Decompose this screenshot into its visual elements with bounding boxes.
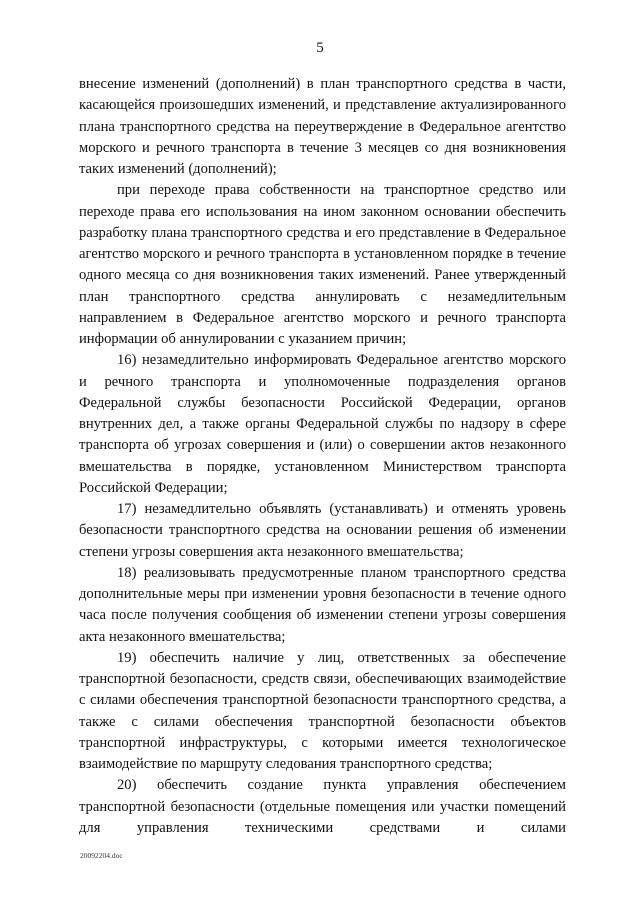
paragraph-item-16: 16) незамедлительно информировать Федеральное агентство морского и речного транспорта и уполномоченные подразделения органов Федеральной службы безопасности Российской Федерации, органов внутренних дел, а также органы Федеральной службы по надзору в сфере транспорта об угрозах совершения и (или) о совершении актов незаконного вмешательства в порядке, установленном Министерством транспорта Российской Федерации;	[79, 352, 566, 496]
paragraph-plan-amendment: внесение изменений (дополнений) в план транспортного средства в части, касающейся произошедших изменений, и представление актуализированного плана транспортного средства на переутверждение в Федеральное агентство морского и речного транспорта в течение 3 месяцев со дня возникновения таких изменений (дополнений);	[79, 76, 566, 177]
page-number: 5	[316, 40, 324, 56]
document-body	[79, 74, 566, 839]
paragraph-item-17: 17) незамедлительно объявлять (устанавливать) и отменять уровень безопасности транспортного средства на основании решения об изменении степени угрозы совершения акта незаконного вмешательства;	[79, 501, 566, 560]
paragraph-item-20: 20) обеспечить создание пункта управления обеспечением транспортной безопасности (отдельные помещения или участки помещений для управления техническими средствами и силами	[79, 777, 566, 836]
paragraph-ownership-transfer: при переходе права собственности на транспортное средство или переходе права его использования на ином законном основании обеспечить разработку плана транспортного средства и его представление в Федеральное агентство морского и речного транспорта в установленном порядке в течение одного месяца со дня возникновения таких изменений. Ранее утвержденный план транспортного средства аннулировать с незамедлительным направлением в Федеральное агентство морского и речного транспорта информации об аннулировании с указанием причин;	[79, 182, 566, 347]
paragraph-item-18: 18) реализовывать предусмотренные планом транспортного средства дополнительные меры при изменении уровня безопасности в течение одного часа после получения сообщения об изменении степени угрозы совершения акта незаконного вмешательства;	[79, 564, 566, 645]
paragraph-item-19: 19) обеспечить наличие у лиц, ответственных за обеспечение транспортной безопасности, средств связи, обеспечивающих взаимодействие с силами обеспечения транспортной безопасности транспортного средства, а также с силами обеспечения транспортной безопасности объектов транспортной инфраструктуры, с которыми имеется технологическое взаимодействие по маршруту следования транспортного средства;	[79, 649, 566, 772]
footer-filename: 20092204.doc	[80, 851, 123, 860]
